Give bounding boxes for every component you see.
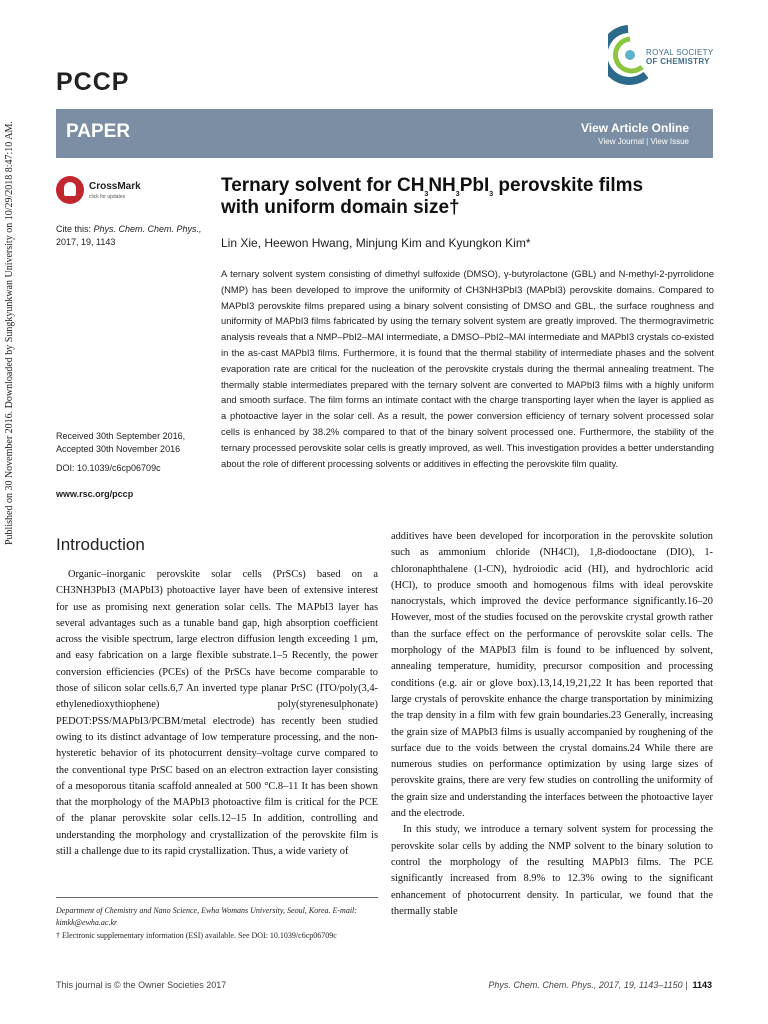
rsc-logo[interactable] [608,25,718,105]
crossmark-icon [56,176,84,204]
footnote-affiliation [56,905,386,929]
title-part: with uniform domain size [221,197,450,218]
title-part: NH [428,175,456,196]
title-dagger: † [449,197,460,218]
body-column-right [391,529,713,920]
journal-name[interactable]: PCCP [56,68,130,96]
abstract: A ternary solvent system consisting of dimethyl sulfoxide (DMSO), γ-butyrolactone (GBL) and N-methyl-2-pyrrolidone (NMP) has been developed to improve the uniformity of CH3NH3PbI3 (MAPbI3) perovskite domains. Compared to MAPbI3 perovskite films prepared using a binary solvent consisting of DMSO and GBL, the surface roughness and uniformity of MAPbI3 films fabricated by using the ternary solvent system are greatly improved. The thermogravimetric analysis reveals that a NMP–PbI2–MAI intermediate, a DMSO–PbI2–MAI intermediate and MAPbI3 crystals co-existed in the as-cast MAPbI3 films. Furthermore, it is found that the thermal stability of intermediate phases and the solvent evaporation rate are critical for the nucleation of the perovskite crystals during the thermal annealing treatment. The thermally stable intermediates prepared with the ternary solvent are converted to MAPbI3 films with a highly uniform and smooth surface. The film forms an intimate contact with the charge transporting layer when the layer is applied as a photoactive layer in the solar cell. As a result, the power conversion efficiency of ternary solvent processed solar cells is enhanced by 38.2% compared to that of the binary solvent processed one. Furthermore, the stability of the ternary processed perovskite solar cells is greatly improved, as well. This investigation provides a better understanding about the role of different processing solvents or additives in effecting the perovskite film quality. [221,268,714,469]
received-date: Received 30th September 2016, [56,431,186,441]
cite-prefix: Cite this: [56,224,94,234]
affiliation-text: Department of Chemistry and Nano Science, Ewha Womans University, Seoul, Korea. E-mail: kimkk@ewha.ac.kr [56,906,357,927]
crossmark-badge[interactable] [56,176,141,206]
journal-url[interactable]: www.rsc.org/pccp [56,489,134,499]
section-heading-introduction: Introduction [56,535,145,554]
rsc-logo-line1: ROYAL SOCIETY [646,48,714,57]
crossmark-label: CrossMark [89,181,141,192]
title-part: PbI [459,175,490,196]
article-title: Ternary solvent for $CH_3NH_3PbI_3$ perovskite films with uniform domain size† [221,175,644,218]
body-paragraph: Organic–inorganic perovskite solar cells (PrSCs) based on a CH3NH3PbI3 (MAPbI3) photoactive layer have been of extensive interest for use as promising next generation solar cells. The MAPbI3 layer has several advantages such as a tunable band gap, high absorption coefficient across the visible spectrum, large electron diffusion length exceeding 1 μm, and easy fabrication on a large flexible substrate.1–5 Recently, the power conversion efficiencies (PCEs) of the PrSCs have become comparable to those of silicon solar cells.6,7 An inverted type planar PrSC (ITO/poly(3,4-ethylenedioxythiophene) poly(styrenesulphonate) PEDOT:PSS/MAPbI3/PCBM/metal electrode) has recently been studied owing to its distinct advantage of low temperature processing, and the non-hysteretic behavior of its photocurrent density–voltage curve compared to the conventional type PrSC based on an electron extraction layer consisting of a mesoporous titania scaffold annealed at 500 °C.8–11 It has been shown that the morphology of the MAPbI3 photoactive film is critical for the PCE of the planar perovskite solar cells.12–15 In addition, controlling and understanding the morphology and crystallization of the perovskite film is still a challenge due to its rapid crystallization. Thus, a wide variety of [56,569,378,858]
footer-copyright: This journal is © the Owner Societies 2017 [56,980,227,990]
page-number: 1143 [692,980,712,990]
body-column-left [56,567,378,860]
footer-citation-text: Phys. Chem. Chem. Phys., 2017, 19, 1143–1150 | [488,980,688,990]
footer-citation [488,980,712,990]
article-type-banner [56,109,713,158]
cite-ref: 2017, 19, 1143 [56,237,116,247]
dates-block [56,430,216,501]
download-watermark: Published on 30 November 2016. Downloaded by Sungkyunkwan University on 10/29/2018 8:47:10 AM. [4,121,15,545]
view-journal-issue-links[interactable]: View Journal | View Issue [598,137,689,146]
footnote-divider [56,897,378,898]
doi[interactable]: DOI: 10.1039/c6cp06709c [56,463,161,473]
accepted-date: Accepted 30th November 2016 [56,444,181,454]
crossmark-sub: click for updates [89,194,126,200]
author-list: Lin Xie, Heewon Hwang, Minjung Kim and Kyungkon Kim* [221,236,531,250]
title-part: perovskite films [493,175,644,196]
body-paragraph: In this study, we introduce a ternary solvent system for processing the perovskite solar cells by adding the NMP solvent to the binary solution to control the morphology of the resulting MAPbI3 films. The PCE significantly increased from 8.9% to 12.3% owing to the significant enhancement of photocurrent density. In particular, we found that the thermally stable [391,824,713,917]
footnote-esi: † Electronic supplementary information (ESI) available. See DOI: 10.1039/c6cp06709c [56,931,337,940]
view-article-online-link[interactable]: View Article Online [580,121,689,135]
rsc-logo-line2: OF CHEMISTRY [646,57,710,66]
citation-block [56,223,216,249]
cite-journal: Phys. Chem. Chem. Phys., [93,224,202,234]
article-type: PAPER [66,121,131,142]
body-paragraph: additives have been developed for incorporation in the perovskite solution such as ammonium chloride (NH4Cl), 1,8-diodooctane (DIO), 1-chloronaphthalene (1-CN), hydroiodic acid (HI), and hydrochloric acid (HCl), to produce smooth and homogenous films with ideal perovskite nanocrystals, which improved the device performance significantly.16–20 However, most of the studies focused on the perovskite crystal growth rather than the surface effect on the performance of perovskite solar cells. The morphology of the MAPbI3 film is found to be influenced by solvent, annealing temperature, humidity, precursor composition and processing conditions (e.g. air or glove box).13,14,19,21,22 It has been reported that large crystals of perovskite enhance the charge transportation by minimizing the trap density in a film with few grain boundaries.23 Generally, increasing the grain size of MAPbI3 films is usually accompanied by roughening of the surface due to the voids between the crystal domains.24 While there are numerous studies on performance optimization by using large sizes of perovskite grains, there are very few studies on controlling the uniformity of the grain size and understanding the interfaces between the photoactive layer and the electrode. [391,531,713,820]
rsc-logo-icon [608,25,648,85]
title-part: Ternary solvent for CH [221,175,425,196]
